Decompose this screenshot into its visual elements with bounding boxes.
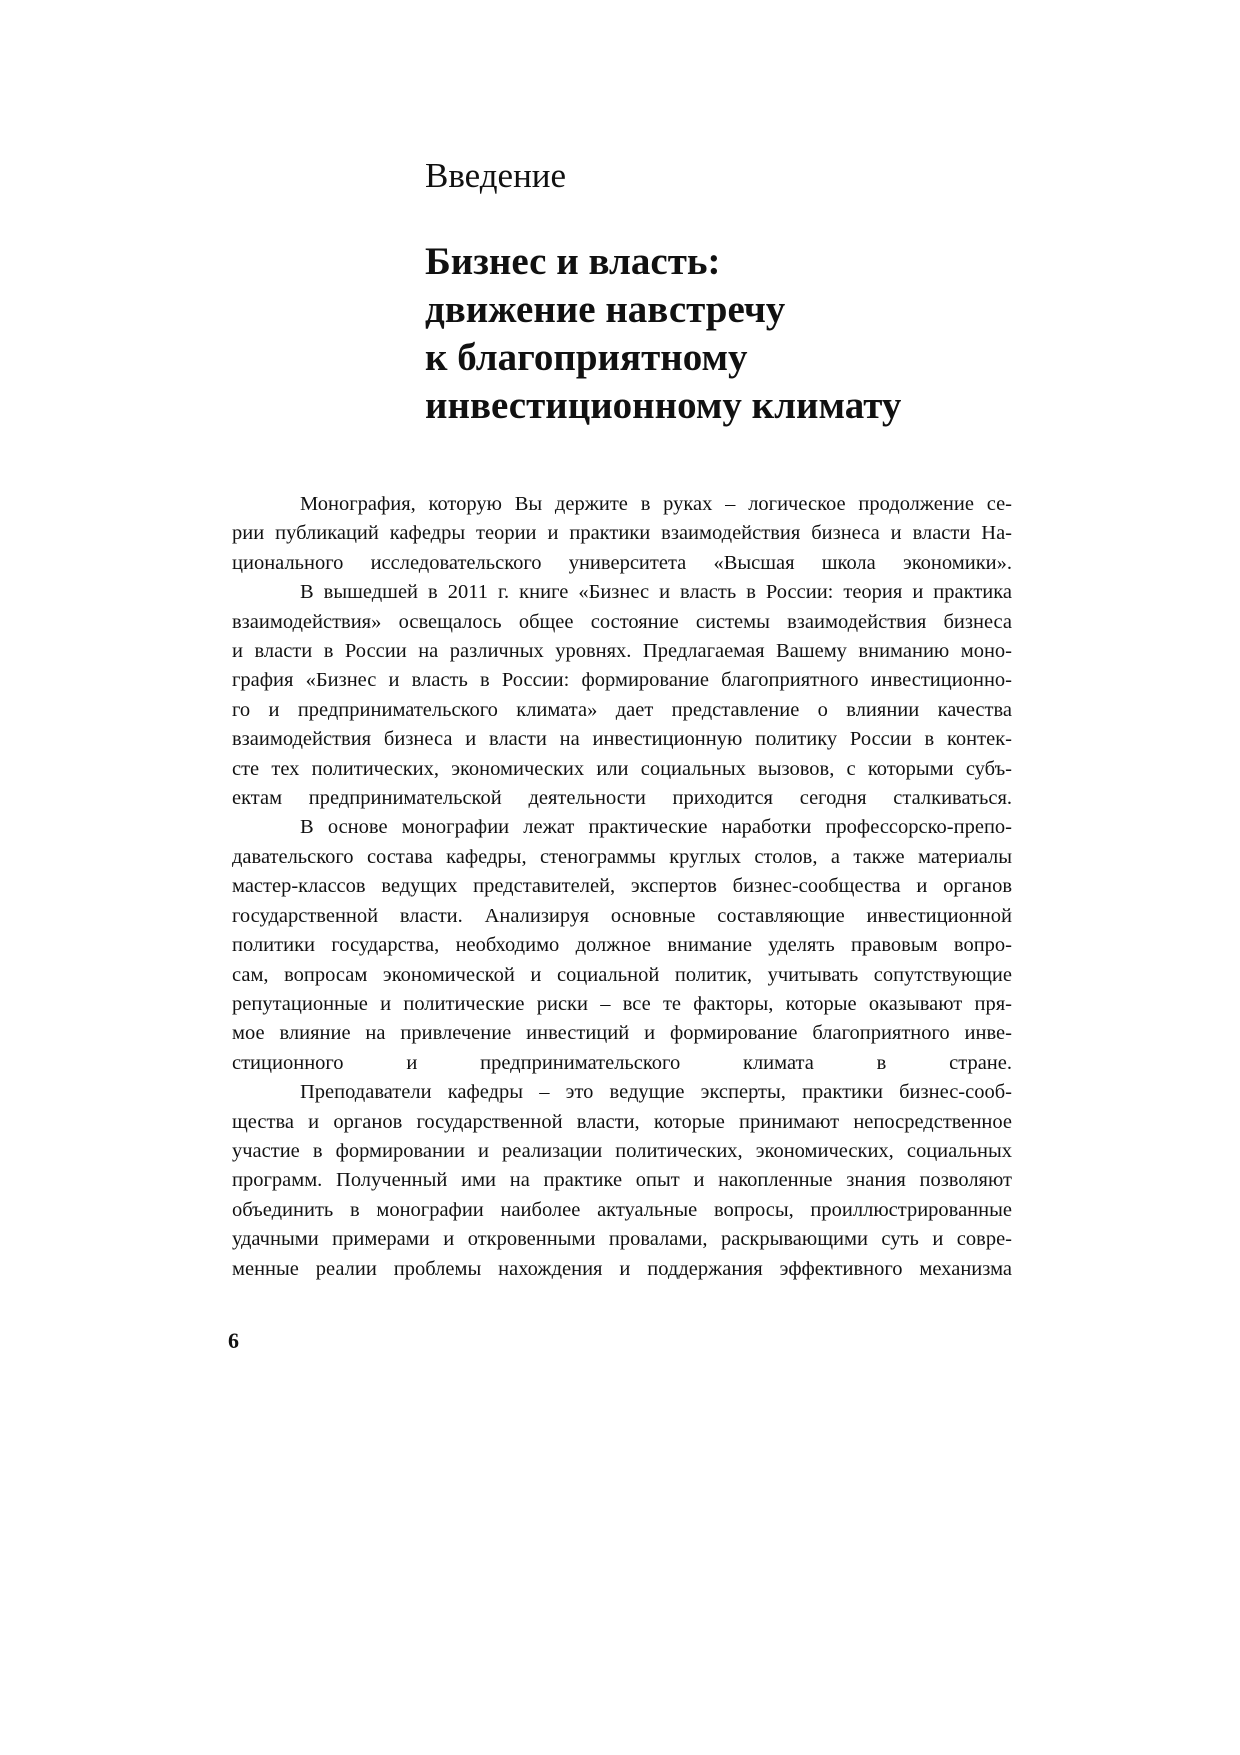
paragraph-2 [232,578,1012,813]
text-line: репутационные и политические риски – все те факторы, которые оказывают пря- [232,992,1012,1015]
chapter-title-line: инвестиционному климату [425,384,902,427]
text-line: взаимодействия бизнеса и власти на инвестиционную политику России в контек- [232,728,1012,751]
text-line: и власти в России на различных уровнях. Предлагаемая Вашему вниманию моно- [232,640,1012,663]
text-line: Монография, которую Вы держите в руках – логическое продолжение се- [300,493,1012,515]
text-line: В основе монографии лежат практические наработки профессорско-препо- [300,816,1012,839]
chapter-title [425,238,1125,430]
text-line: программ. Полученный ими на практике опыт и накопленные знания позволяют [232,1169,1012,1192]
text-line: щества и органов государственной власти, которые принимают непосредственное [232,1110,1012,1133]
text-line: В вышедшей в 2011 г. книге «Бизнес и власть в России: теория и практика [300,581,1012,604]
text-line: сам, вопросам экономической и социальной политик, учитывать сопутствующие [232,963,1012,986]
text-line: рии публикаций кафедры теории и практики взаимодействия бизнеса и власти На- [232,522,1012,545]
text-line: участие в формировании и реализации политических, экономических, социальных [232,1139,1012,1162]
text-line: взаимодействия» освещалось общее состояние системы взаимодействия бизнеса [232,610,1012,633]
chapter-title-line: к благоприятному [425,336,748,379]
text-line: Преподаватели кафедры – это ведущие эксперты, практики бизнес-сооб- [300,1081,1012,1104]
chapter-title-line: Бизнес и власть: [425,240,721,283]
text-line: стиционного и предпринимательского климата в стране. [232,1051,1012,1074]
text-line: государственной власти. Анализируя основные составляющие инвестиционной [232,904,1012,927]
text-line: сте тех политических, экономических или социальных вызовов, с которыми субъ- [232,757,1012,780]
text-line: графия «Бизнес и власть в России: формирование благоприятного инвестиционно- [232,669,1012,692]
text-line: мое влияние на привлечение инвестиций и формирование благоприятного инве- [232,1022,1012,1045]
text-line: объединить в монографии наиболее актуальные вопросы, проиллюстрированные [232,1198,1012,1221]
text-line: го и предпринимательского климата» дает представление о влиянии качества [232,698,1012,721]
page-number: 6 [228,1328,239,1353]
paragraph-4 [232,1078,1012,1284]
paragraph-1 [232,490,1012,578]
text-line: давательского состава кафедры, стенограммы круглых столов, а также материалы [232,845,1012,868]
text-line: ектам предпринимательской деятельности приходится сегодня сталкиваться. [232,787,1012,810]
text-line: мастер-классов ведущих представителей, экспертов бизнес-сообщества и органов [232,875,1012,898]
text-line: удачными примерами и откровенными провалами, раскрывающими суть и совре- [232,1228,1012,1251]
body-text [232,490,1012,1284]
text-line: политики государства, необходимо должное внимание уделять правовым вопро- [232,934,1012,957]
text-line: ционального исследовательского университета «Высшая школа экономики». [232,551,1012,574]
paragraph-3 [232,813,1012,1078]
section-label: Введение [425,156,567,195]
text-line: менные реалии проблемы нахождения и поддержания эффективного механизма [232,1257,1012,1280]
chapter-title-line: движение навстречу [425,288,786,331]
